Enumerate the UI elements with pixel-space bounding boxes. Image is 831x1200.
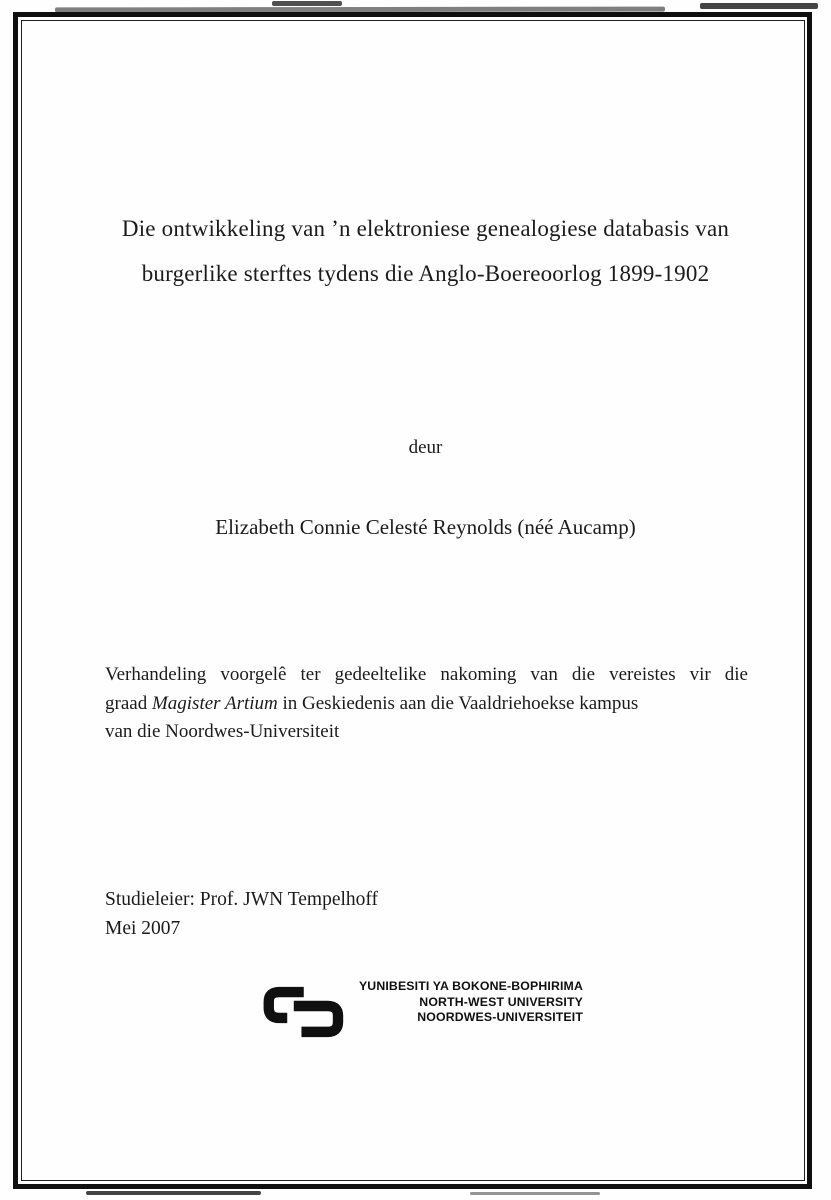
thesis-title — [0, 206, 831, 296]
scan-artifact — [700, 3, 818, 9]
scan-artifact — [470, 1192, 600, 1195]
university-logo-text — [355, 979, 583, 1026]
logo-text-setswana: YUNIBESITI YA BOKONE-BOPHIRIMA — [358, 979, 583, 993]
degree-statement-line1: Verhandeling voorgelê ter gedeeltelike nakoming van die vereistes vir die — [105, 664, 748, 685]
byline: deur — [408, 437, 443, 458]
author-name: Elizabeth Connie Celesté Reynolds (néé Aucamp) — [215, 515, 636, 539]
thesis-title-line1: Die ontwikkeling van ’n elektroniese genealogiese databasis van — [121, 216, 730, 241]
degree-statement — [105, 661, 748, 747]
logo-text-afrikaans: NOORDWES-UNIVERSITEIT — [417, 1010, 583, 1024]
degree-statement-line2: graad Magister Artium in Geskiedenis aan die Vaaldriehoekse kampus — [105, 692, 639, 714]
degree-name: Magister Artium — [151, 692, 278, 714]
scan-artifact — [55, 7, 665, 13]
scan-artifact — [272, 1, 342, 6]
degree-statement-line3: van die Noordwes-Universiteit — [105, 721, 340, 742]
university-logo — [253, 975, 583, 1045]
thesis-title-line2: burgerlike sterftes tydens die Anglo-Boereoorlog 1899-1902 — [141, 261, 710, 286]
supervisor-date-block — [105, 886, 378, 943]
date-line: Mei 2007 — [105, 917, 181, 939]
nwu-interlocking-links-icon — [253, 977, 353, 1045]
scan-artifact — [86, 1191, 261, 1195]
logo-text-english: NORTH-WEST UNIVERSITY — [419, 994, 583, 1009]
supervisor-line: Studieleier: Prof. JWN Tempelhoff — [105, 889, 379, 910]
